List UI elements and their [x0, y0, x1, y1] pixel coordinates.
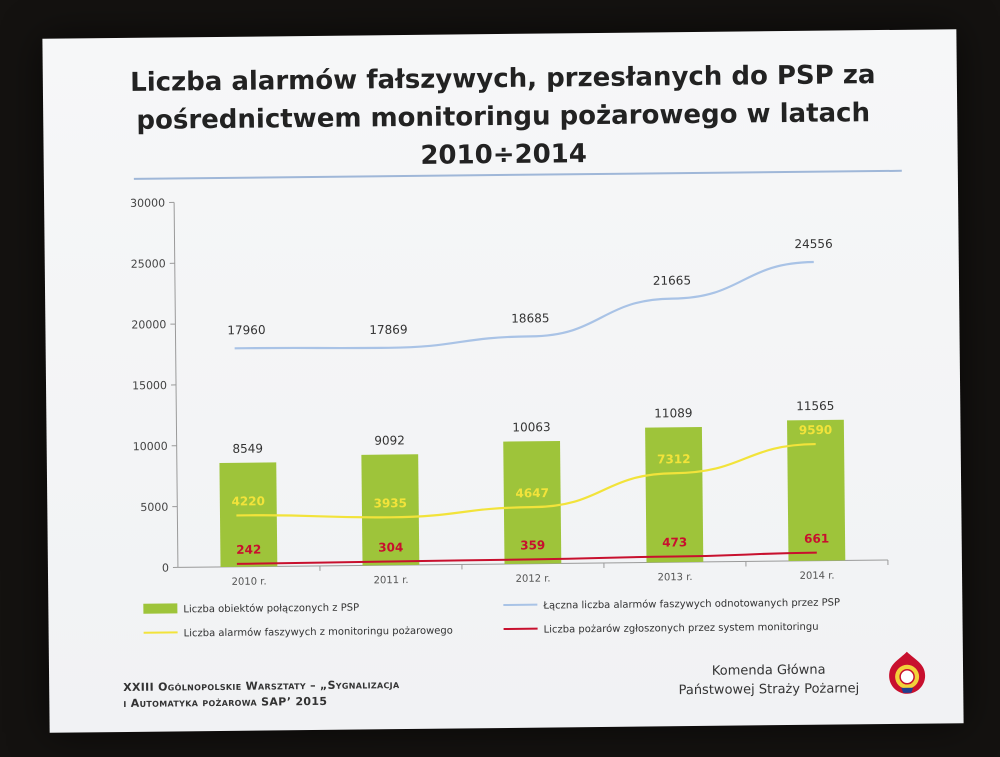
organization-name — [678, 660, 859, 700]
title-line-3: 2010÷2014 — [420, 139, 588, 171]
legend-label: Liczba pożarów zgłoszonych przez system monitoringu — [543, 621, 819, 636]
line-value-label: 242 — [236, 542, 262, 557]
legend-swatch — [143, 603, 177, 613]
legend-label: Liczba obiektów połączonych z PSP — [183, 602, 360, 616]
line-value-label: 359 — [520, 538, 546, 553]
x-tick-label: 2013 r. — [657, 572, 693, 584]
y-tick-label: 20000 — [131, 318, 167, 332]
bar-value-label: 8549 — [232, 441, 264, 456]
y-tick-label: 15000 — [131, 379, 168, 393]
x-tick-label: 2014 r. — [799, 570, 835, 582]
line-value-label: 7312 — [657, 452, 691, 467]
bar-value-label: 11565 — [796, 398, 835, 414]
line-value-label: 3935 — [373, 496, 408, 511]
bar-value-label: 10063 — [512, 420, 551, 435]
event-footer-line-2: i Automatyka pożarowa SAP’ 2015 — [123, 694, 328, 710]
line-value-label: 21665 — [652, 273, 692, 288]
y-tick-label: 0 — [161, 561, 170, 575]
title-line-1: Liczba alarmów fałszywych, przesłanych do PSP za — [130, 60, 876, 98]
fire-service-emblem-icon — [885, 650, 929, 696]
title-line-2: pośrednictwem monitoringu pożarowego w latach — [136, 98, 871, 136]
x-tick-label: 2010 r. — [231, 576, 267, 588]
organization-line-2: Państwowej Straży Pożarnej — [678, 681, 860, 699]
legend-label: Liczba alarmów faszywych z monitoringu pożarowego — [183, 625, 453, 640]
line-value-label: 661 — [804, 531, 830, 546]
line-value-label: 4220 — [231, 494, 266, 509]
y-tick-label: 10000 — [132, 439, 168, 454]
line-value-label: 304 — [378, 540, 404, 555]
y-tick-label: 5000 — [140, 500, 169, 514]
line-value-label: 24556 — [794, 236, 833, 252]
line-value-label: 18685 — [511, 311, 550, 326]
x-tick-label: 2011 r. — [373, 574, 409, 587]
event-footer — [123, 677, 400, 712]
line-value-label: 17869 — [369, 322, 408, 337]
line-value-label: 17960 — [227, 322, 266, 338]
organization-line-1: Komenda Główna — [711, 662, 826, 679]
bar-value-label: 9092 — [374, 433, 405, 448]
combo-chart — [42, 29, 962, 659]
series-line — [234, 262, 815, 349]
event-footer-line-1: XXIII Ogólnopolskie Warsztaty – „Sygnalizacja — [123, 678, 400, 694]
x-tick-label: 2012 r. — [515, 573, 551, 585]
line-value-label: 9590 — [798, 422, 833, 438]
line-value-label: 473 — [662, 535, 688, 550]
line-value-label: 4647 — [515, 485, 549, 501]
y-tick-label: 25000 — [130, 257, 166, 271]
slide — [42, 29, 963, 733]
y-tick-label: 30000 — [130, 196, 166, 210]
bar-value-label: 11089 — [654, 406, 693, 421]
legend-label: Łączna liczba alarmów faszywych odnotowanych przez PSP — [543, 597, 841, 612]
